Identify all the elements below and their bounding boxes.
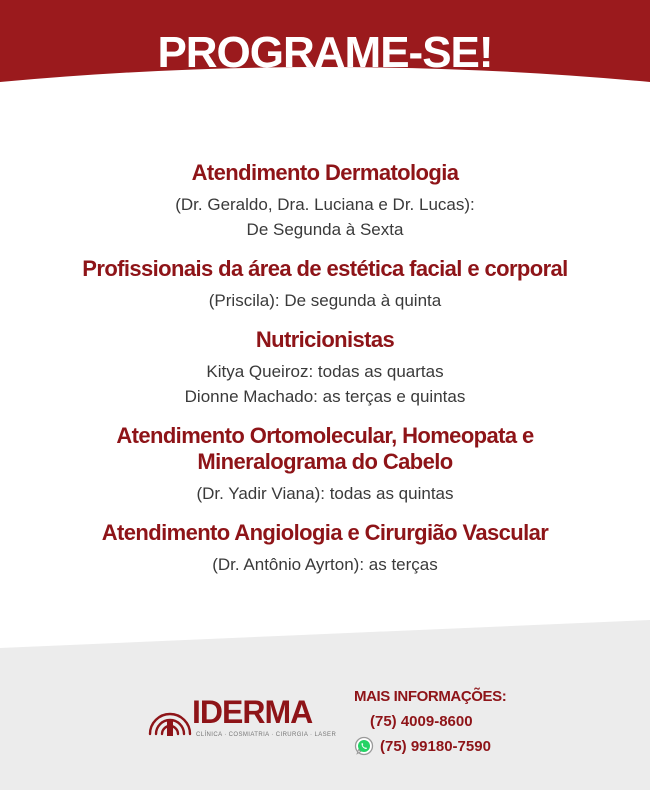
section-detail: (Dr. Yadir Viana): todas as quintas — [196, 484, 454, 503]
section-title — [0, 423, 650, 475]
logo-tagline: CLÍNICA · COSMIATRIA · CIRURGIA · LASER — [196, 732, 337, 738]
whatsapp-icon — [354, 736, 374, 756]
section-detail: Kitya Queiroz: todas as quartas — [206, 362, 444, 381]
section-angiologia — [0, 520, 650, 577]
section-detail: (Priscila): De segunda à quinta — [208, 291, 442, 310]
section-title-line: Atendimento Ortomolecular, Homeopata e — [116, 423, 534, 448]
section-title-line: Mineralograma do Cabelo — [197, 449, 453, 474]
section-estetica — [0, 256, 650, 313]
section-detail: (Dr. Geraldo, Dra. Luciana e Dr. Lucas): — [175, 195, 475, 214]
phone-number[interactable]: (75) 4009-8600 — [370, 713, 473, 730]
contact-heading: MAIS INFORMAÇÕES: — [354, 688, 507, 705]
whatsapp-contact[interactable] — [354, 736, 554, 756]
section-detail: De Segunda à Sexta — [246, 220, 404, 239]
iderma-logo — [146, 692, 337, 748]
section-title: Profissionais da área de estética facial e corporal — [82, 256, 568, 281]
iderma-logo-icon — [146, 694, 194, 742]
section-ortomolecular — [0, 423, 650, 506]
section-detail: (Dr. Antônio Ayrton): as terças — [212, 555, 438, 574]
whatsapp-number: (75) 99180-7590 — [380, 737, 491, 755]
section-nutricionistas — [0, 327, 650, 409]
section-title: Atendimento Dermatologia — [191, 160, 459, 185]
logo-name: IDERMA — [192, 694, 313, 730]
section-title: Nutricionistas — [255, 327, 395, 352]
schedule-list — [0, 160, 650, 591]
section-detail: Dionne Machado: as terças e quintas — [184, 387, 466, 406]
section-title: Atendimento Angiologia e Cirurgião Vascular — [101, 520, 549, 545]
page-title: PROGRAME-SE! — [157, 28, 493, 77]
contact-info — [354, 688, 554, 756]
section-dermatologia — [0, 160, 650, 242]
